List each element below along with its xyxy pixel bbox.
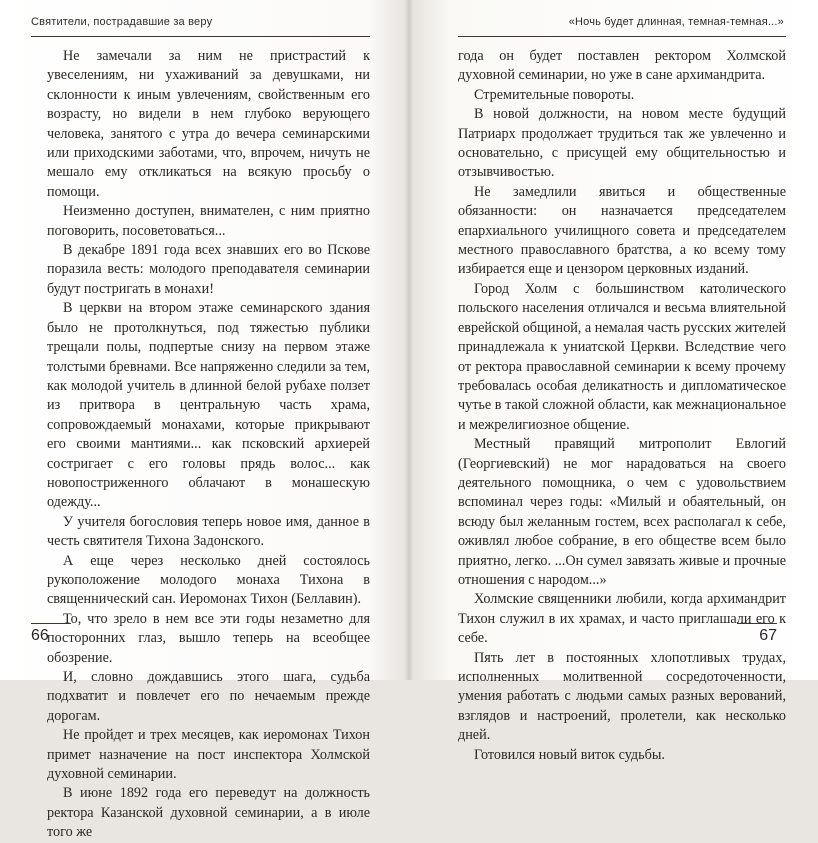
paragraph: Пять лет в постоянных хлопотливых трудах, исполненных молитвенной сосредоточенности, умения работать с людьми самых разных верований, взглядов и настроений, пролетели, как несколько дней. [458, 649, 786, 744]
paragraph: В новой должности, на новом месте будущий Патриарх продолжает трудиться так же увлеченно и основательно, с присущей ему общительностью и отзывчивостью. [458, 106, 786, 181]
paragraph: Неизменно доступен, внимателен, с ним приятно поговорить, посоветоваться... [47, 203, 370, 239]
paragraph: Не замедлили явиться и общественные обязанности: он назначается председателем епархиального училищного совета и председателем местного православного братства, а ко всему тому избирается еще и цензором церковных изданий. [458, 183, 786, 278]
paragraph: А еще через несколько дней состоялось рукоположение молодого монаха Тихона в священнический сан. Иеромонах Тихон (Беллавин). [47, 552, 370, 608]
left-page [0, 0, 409, 841]
paragraph: У учителя богословия теперь новое имя, данное в честь святителя Тихона Задонского. [47, 513, 370, 550]
paragraph: И, словно дождавшись этого шага, судьба подхватит и повлечет его по нечаемым прежде дорогам. [47, 669, 370, 724]
paragraph: То, что зрело в нем все эти годы незаметно для посторонних глаз, вышло теперь на всеобщее обозрение. [47, 610, 370, 666]
paragraph: В июне 1892 года его переведут на должность ректора Казанской духовной семинарии, а в июле того же [47, 785, 370, 841]
paragraph: Не пройдет и трех месяцев, как иеромонах Тихон примет назначение на пост инспектора Холмской духовной семинарии. [47, 727, 370, 783]
paragraph: Холмские священники любили, когда архимандрит Тихон служил в их храмах, и часто приглашали его к себе. [458, 591, 786, 647]
paragraph: Город Холм с большинством католического польского населения отличался и весьма влиятельной еврейской общиной, а немалая часть русских жителей принадлежала к униатской Церкви. Вследствие чего от ректора православной семинарии к всему прочему требовалась особая деликатность и дипломатическое чутье в такой сложной области, как межнациональное и межрелигиозное общение. [458, 280, 786, 433]
header-rule [458, 36, 786, 37]
running-head: «Ночь будет длинная, темная-темная...» [568, 16, 784, 28]
right-page [409, 0, 818, 763]
paragraph-continuation: года он будет поставлен ректором Холмской духовной семинарии, но уже в сане архимандрита. [458, 48, 786, 84]
page-number: 66 [31, 627, 49, 644]
page-body [47, 47, 370, 843]
header-rule [31, 36, 370, 37]
running-head: Святители, пострадавшие за веру [31, 16, 213, 28]
page-number: 67 [759, 627, 777, 644]
paragraph: В церкви на втором этаже семинарского здания было не протолкнуться, под тяжестью публики трещали полы, подпертые снизу на первом этаже толстыми бревнами. Все напряженно следили за тем, как молодой учитель в длинной белой рубахе ползет из притвора в центральную часть храма, сопровождаемый монахами, которые прикрывают его своими мантиями... как псковский архиерей состригает с его головы прядь волос... как новопостриженного облачают в монашескую одежду... [47, 300, 370, 511]
paragraph: В декабре 1891 года всех знавших его во Пскове поразила весть: молодого преподавателя семинарии будут постригать в монахи! [47, 242, 370, 297]
paragraph: Готовился новый виток судьбы. [474, 746, 665, 763]
paragraph: Стремительные повороты. [474, 86, 635, 103]
paragraph: Не замечали за ним не пристрастий к увеселениям, ни ухаживаний за девушками, ни склонности к иным увлечениям, свойственным его возрасту, но видели в нем глубоко верующего человека, занятого с утра до вечера семинарскими или приходскими заботами, что, впрочем, ничуть не мешало ему откликаться на всякую просьбу о помощи. [47, 48, 370, 200]
footer-rule [31, 623, 71, 624]
footer-rule [737, 623, 777, 624]
paragraph: Местный правящий митрополит Евлогий (Георгиевский) не мог нарадоваться на своего деятельного помощника, о чем с удовольствием вспоминал через годы: «Милый и обаятельный, он всюду был желанным гостем, всех располагал к себе, оживлял любое собрание, в его обществе всем было приятно, легко. ...Он сумел завязать живые и прочные отношения с народом...» [458, 436, 786, 588]
page-body [458, 47, 786, 765]
